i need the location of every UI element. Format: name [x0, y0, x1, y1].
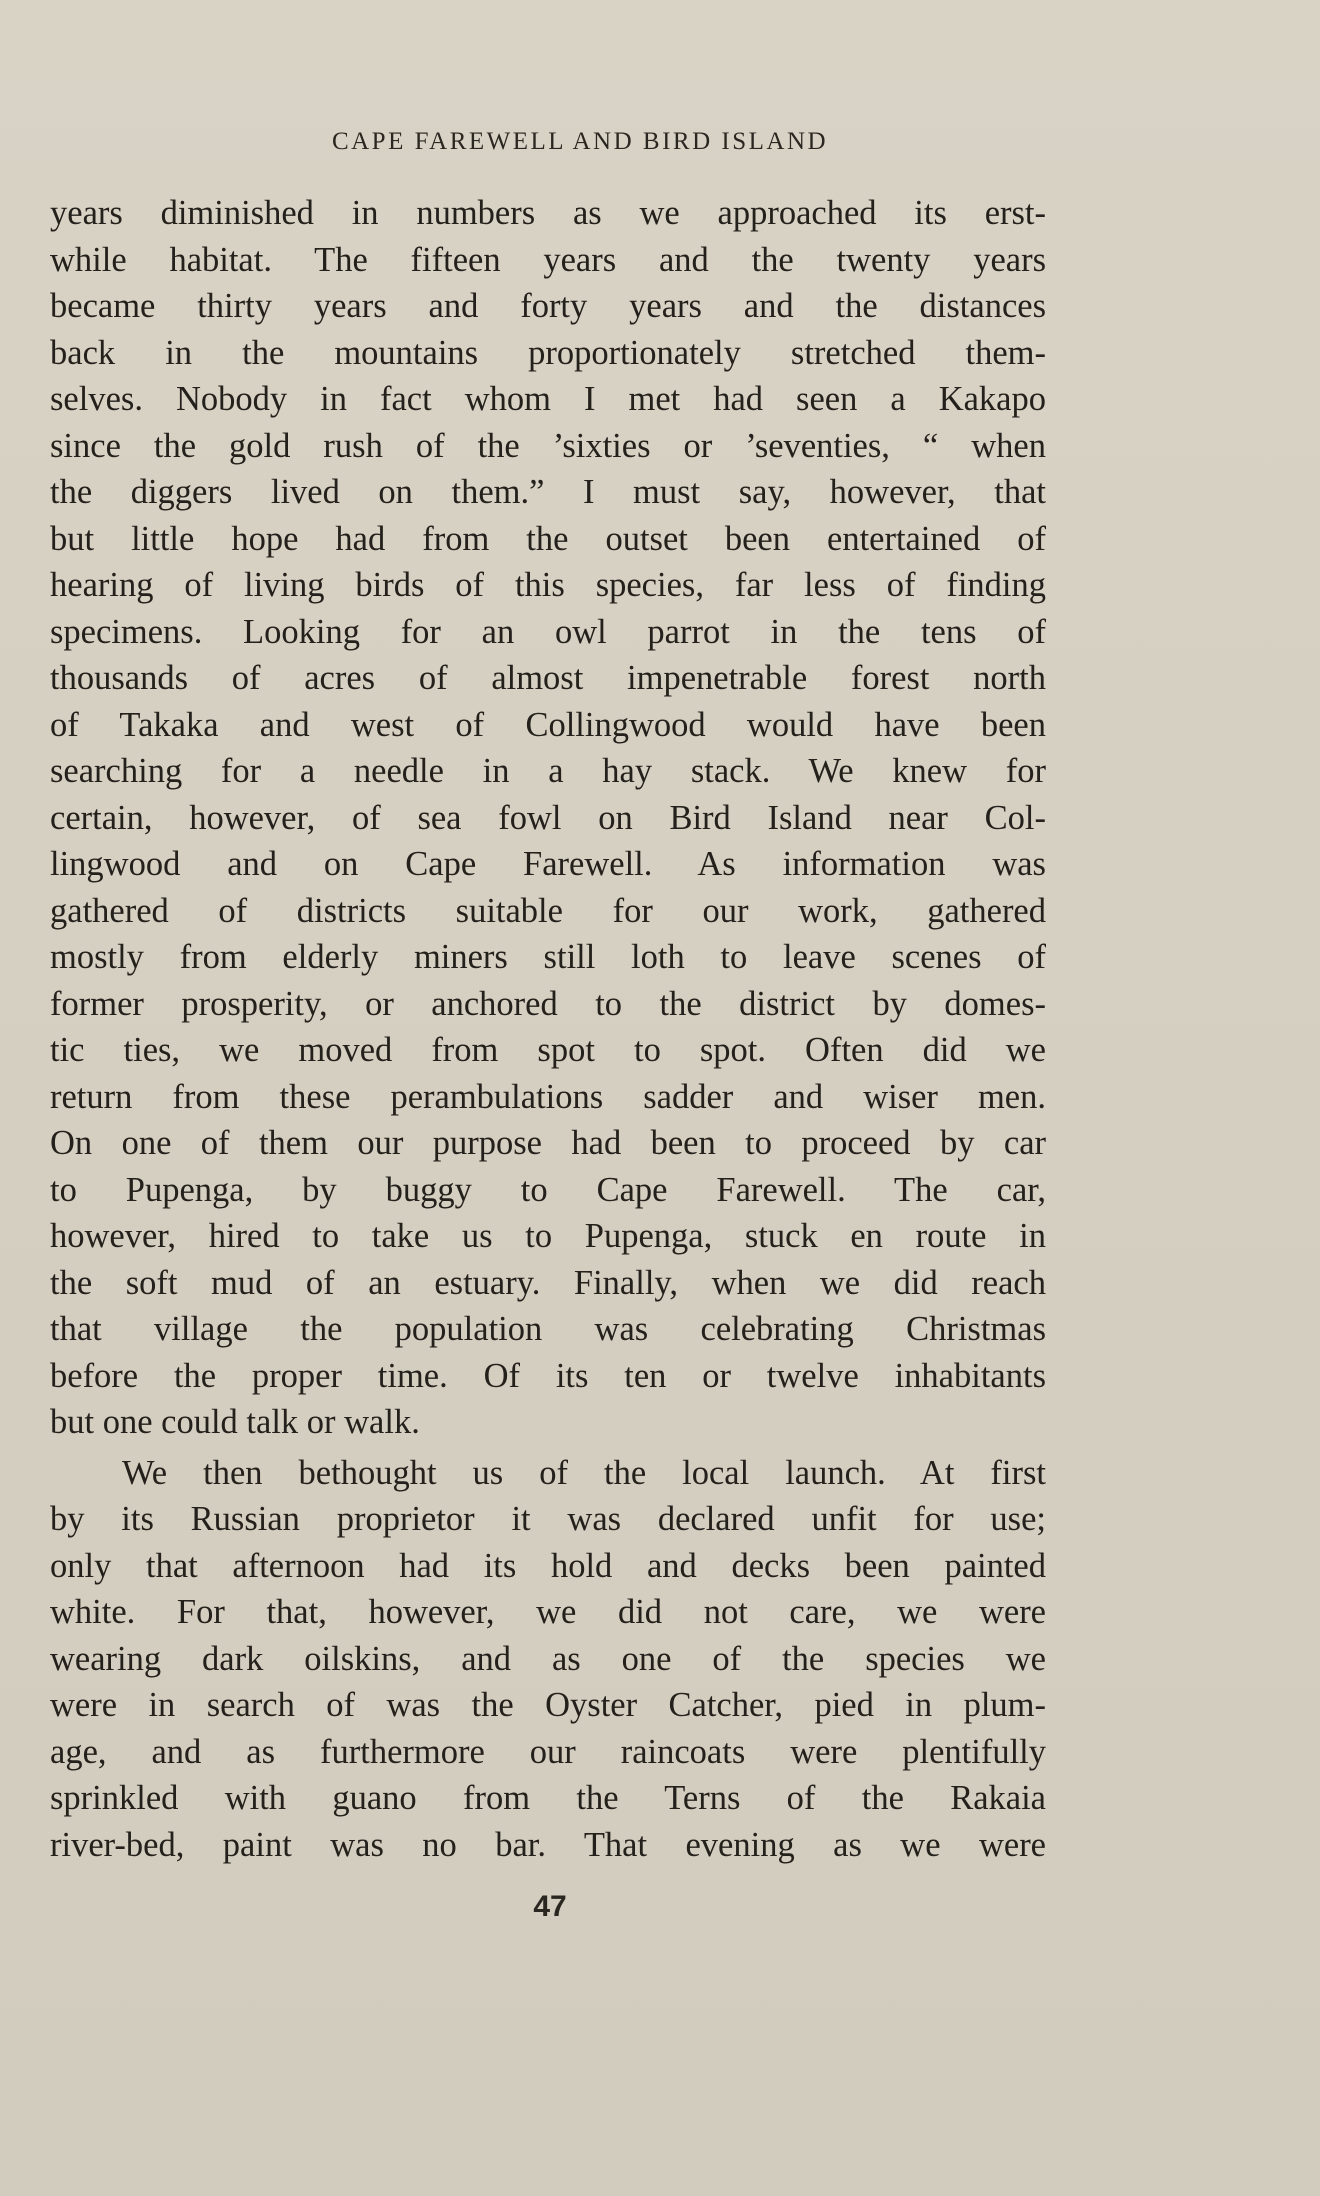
- text-line: searching for a needle in a hay stack. We knew for: [50, 752, 1046, 790]
- text-line: the soft mud of an estuary. Finally, when we did reach: [50, 1263, 1046, 1302]
- text-line: wearing dark oilskins, and as one of the species we: [50, 1639, 1046, 1678]
- page-number: 47: [533, 1890, 567, 1923]
- text-line: back in the mountains proportionately stretched them-: [50, 333, 1046, 372]
- text-line: We then bethought us of the local launch. At first: [122, 1453, 1046, 1492]
- text-line: On one of them our purpose had been to proceed by car: [50, 1124, 1046, 1162]
- text-line: former prosperity, or anchored to the district by domes-: [50, 984, 1046, 1023]
- text-line: became thirty years and forty years and the distances: [50, 287, 1046, 325]
- running-head: CAPE FAREWELL AND BIRD ISLAND: [331, 128, 829, 155]
- text-line: gathered of districts suitable for our work, gathered: [50, 891, 1046, 930]
- text-line: but one could talk or walk.: [50, 1403, 420, 1441]
- text-line: since the gold rush of the ’sixties or ’seventies, “ when: [50, 426, 1046, 465]
- text-line: river-bed, paint was no bar. That evening as we were: [50, 1825, 1046, 1864]
- text-line: while habitat. The fifteen years and the twenty years: [50, 240, 1046, 279]
- text-line: white. For that, however, we did not care, we were: [50, 1593, 1046, 1631]
- text-line: selves. Nobody in fact whom I met had seen a Kakapo: [50, 380, 1046, 418]
- text-line: lingwood and on Cape Farewell. As information was: [50, 845, 1046, 883]
- body-text: [50, 190, 1046, 1868]
- text-line: years diminished in numbers as we approached its erst-: [50, 194, 1046, 232]
- text-line: return from these perambulations sadder and wiser men.: [50, 1077, 1046, 1116]
- text-line: age, and as furthermore our raincoats were plentifully: [50, 1732, 1046, 1771]
- text-line: but little hope had from the outset been entertained of: [50, 519, 1046, 558]
- text-line: thousands of acres of almost impenetrable forest north: [50, 659, 1046, 697]
- text-line: that village the population was celebrating Christmas: [50, 1310, 1046, 1348]
- text-line: of Takaka and west of Collingwood would have been: [50, 705, 1046, 744]
- text-line: were in search of was the Oyster Catcher, pied in plum-: [50, 1686, 1046, 1724]
- text-line: by its Russian proprietor it was declared unfit for use;: [50, 1500, 1046, 1538]
- text-line: certain, however, of sea fowl on Bird Island near Col-: [50, 798, 1046, 837]
- text-line: the diggers lived on them.” I must say, however, that: [50, 473, 1046, 511]
- text-line: hearing of living birds of this species, far less of finding: [50, 566, 1046, 604]
- text-line: sprinkled with guano from the Terns of the Rakaia: [50, 1779, 1046, 1817]
- text-line: only that afternoon had its hold and decks been painted: [50, 1546, 1046, 1585]
- text-line: mostly from elderly miners still loth to leave scenes of: [50, 938, 1046, 976]
- text-line: however, hired to take us to Pupenga, stuck en route in: [50, 1217, 1046, 1255]
- text-line: tic ties, we moved from spot to spot. Often did we: [50, 1031, 1046, 1069]
- text-line: specimens. Looking for an owl parrot in the tens of: [50, 612, 1046, 651]
- text-line: before the proper time. Of its ten or twelve inhabitants: [50, 1356, 1046, 1395]
- text-line: to Pupenga, by buggy to Cape Farewell. The car,: [50, 1170, 1046, 1209]
